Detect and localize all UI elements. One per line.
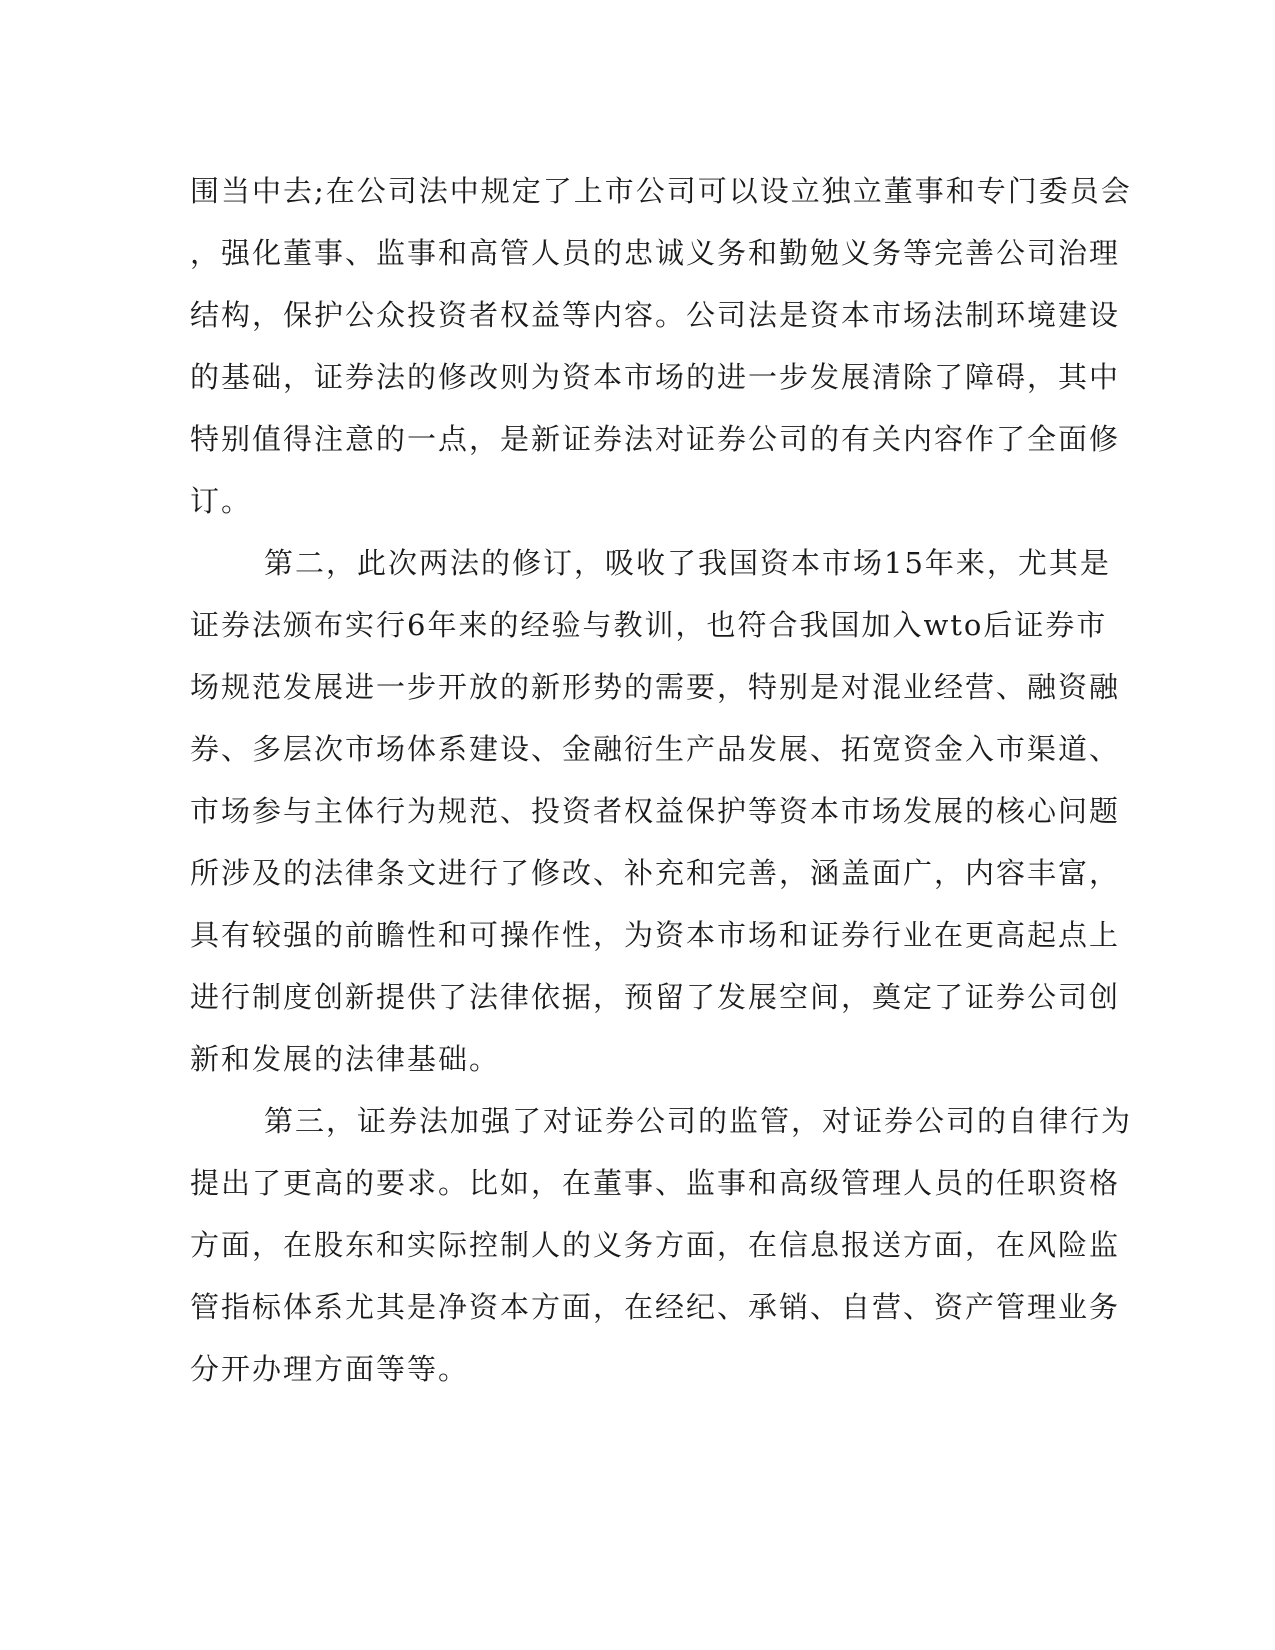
text-line: 提出了更高的要求。比如，在董事、监事和高级管理人员的任职资格: [190, 1166, 1121, 1200]
body-text: [190, 160, 1133, 1400]
text-line: 方面，在股东和实际控制人的义务方面，在信息报送方面，在风险监: [190, 1228, 1121, 1262]
text-line: 围当中去;在公司法中规定了上市公司可以设立独立董事和专门委员会: [190, 174, 1132, 208]
text-line: 券、多层次市场体系建设、金融衍生产品发展、拓宽资金入市渠道、: [190, 732, 1121, 766]
text-line: 特别值得注意的一点，是新证券法对证券公司的有关内容作了全面修: [190, 422, 1121, 456]
text-line: 管指标体系尤其是净资本方面，在经纪、承销、自营、资产管理业务: [190, 1290, 1121, 1324]
text-line: 所涉及的法律条文进行了修改、补充和完善，涵盖面广，内容丰富，: [190, 856, 1121, 890]
text-line: 订。: [190, 484, 253, 518]
text-line: 分开办理方面等等。: [190, 1352, 470, 1386]
text-line: 市场参与主体行为规范、投资者权益保护等资本市场发展的核心问题: [190, 794, 1121, 828]
text-line: 的基础，证券法的修改则为资本市场的进一步发展清除了障碍，其中: [190, 360, 1121, 394]
paragraph-start-line: 第二，此次两法的修订，吸收了我国资本市场15年来，尤其是: [264, 546, 1111, 580]
text-line: 证券法颁布实行6年来的经验与教训，也符合我国加入wto后证券市: [190, 608, 1108, 642]
text-line: 场规范发展进一步开放的新形势的需要，特别是对混业经营、融资融: [190, 670, 1121, 704]
text-line: 具有较强的前瞻性和可操作性，为资本市场和证券行业在更高起点上: [190, 918, 1121, 952]
text-line: 进行制度创新提供了法律依据，预留了发展空间，奠定了证券公司创: [190, 980, 1121, 1014]
paragraph-start-line: 第三，证券法加强了对证券公司的监管，对证券公司的自律行为: [264, 1104, 1133, 1138]
text-line: 结构，保护公众投资者权益等内容。公司法是资本市场法制环境建设: [190, 298, 1121, 332]
text-line: 新和发展的法律基础。: [190, 1042, 501, 1076]
text-line: ，强化董事、监事和高管人员的忠诚义务和勤勉义务等完善公司治理: [190, 236, 1121, 270]
